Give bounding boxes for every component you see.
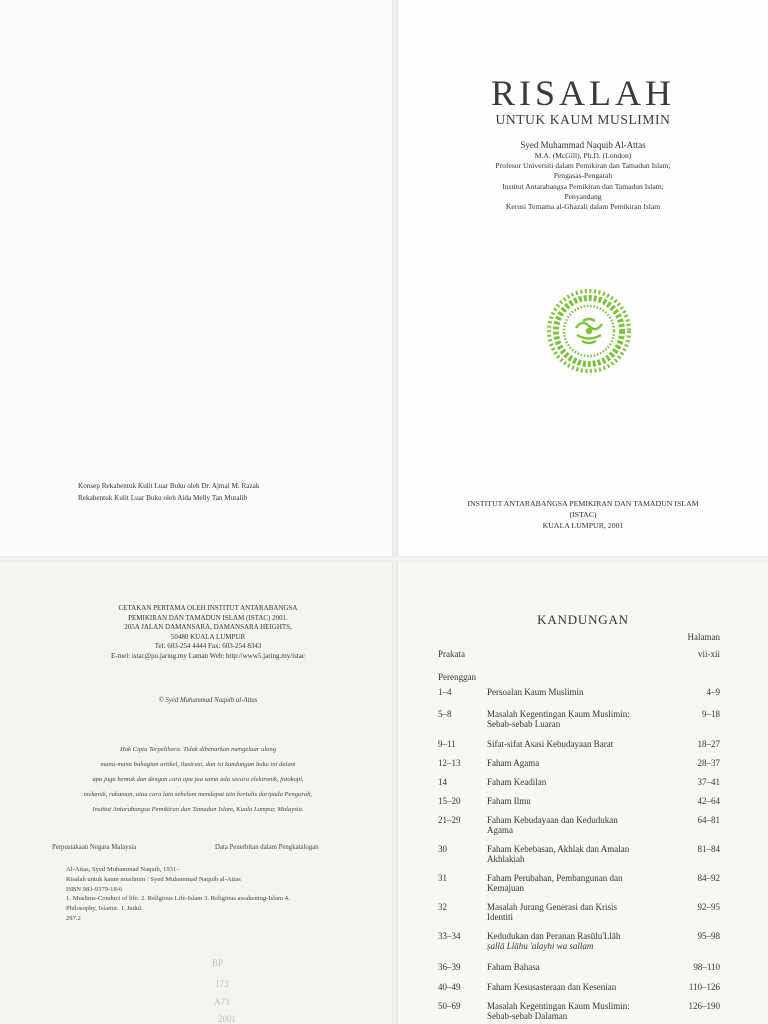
toc-section: 36–39 bbox=[438, 962, 461, 972]
toc-pages: 42–64 bbox=[697, 796, 720, 806]
copyright-notice: © Syed Muhammad Naquib al-Attas bbox=[158, 697, 258, 704]
publisher-line: INSTITUT ANTARABANGSA PEMIKIRAN DAN TAMADUN ISLAM bbox=[467, 499, 699, 508]
margin-note: BP bbox=[212, 958, 224, 968]
toc-label: Perenggan bbox=[438, 672, 476, 682]
toc-section: 1–4 bbox=[438, 687, 452, 697]
margin-note: 173 bbox=[215, 979, 229, 989]
toc-pages: 18–27 bbox=[697, 739, 720, 749]
catalog-line: Philosophy, Islamic. I. Judul. bbox=[66, 905, 143, 913]
credential-line: M.A. (McGill), Ph.D. (London) bbox=[534, 151, 632, 160]
imprint-line: Tel: 603-254 4444 Fax: 603-254 8343 bbox=[154, 642, 262, 651]
rights-line: mana-mana bahagian artikel, ilustrasi, dan isi kandungan buku ini dalam bbox=[100, 761, 296, 768]
catalog-line: ISBN 983-9379-18-6 bbox=[66, 885, 123, 893]
toc-title: Faham Kebudayaan dan Kedudukan Agama bbox=[487, 815, 618, 836]
credential-line: Pengasas-Pengarah bbox=[553, 171, 613, 181]
rights-line: mekanik, rakaman, atau cara lain sebelum mendapat izin bertulis daripada Pengarah, bbox=[83, 791, 313, 798]
toc-title: Faham Ilmu bbox=[487, 796, 531, 806]
toc-section: 15–20 bbox=[438, 796, 461, 806]
imprint-line: 50480 KUALA LUMPUR bbox=[170, 632, 246, 641]
imprint-page bbox=[0, 562, 392, 1024]
toc-pages: 92–95 bbox=[697, 902, 720, 912]
title-page bbox=[398, 0, 768, 556]
catalog-line: Risalah untuk kaum muslimin / Syed Muhammad Naquib al-Attas bbox=[66, 875, 241, 883]
toc-section: 21–29 bbox=[438, 815, 461, 825]
toc-title: Sifat-sifat Asasi Kebudayaan Barat bbox=[487, 739, 614, 749]
toc-title: Masalah Kegentingan Kaum Muslimin: Sebab-sebab Luaran bbox=[487, 709, 630, 730]
contents-title: KANDUNGAN bbox=[537, 612, 629, 627]
toc-title: Masalah Kegentingan Kaum Muslimin: Sebab-sebab Dalaman bbox=[487, 1001, 630, 1022]
catalog-heading: Data Penerbitan dalam Pengkatalogan bbox=[215, 844, 319, 851]
imprint-line: 205A JALAN DAMANSARA, DAMANSARA HEIGHTS, bbox=[124, 623, 292, 632]
credits-page bbox=[0, 0, 392, 556]
margin-note: 2001 bbox=[218, 1014, 236, 1024]
book-subtitle: UNTUK KAUM MUSLIMIN bbox=[495, 112, 671, 127]
toc-title: Persoalan Kaum Muslimin bbox=[487, 687, 584, 697]
publisher-line: KUALA LUMPUR, 2001 bbox=[542, 521, 624, 530]
credential-line: Kerusi Ternama al-Ghazali dalam Pemikiran Islam bbox=[505, 202, 661, 212]
toc-pages: 84–92 bbox=[697, 873, 720, 883]
credential-line: Profesor Universiti dalam Pemikiran dan Tamadun Islam; bbox=[495, 161, 671, 171]
toc-title: Masalah Jurang Generasi dan Krisis Identiti bbox=[487, 902, 617, 923]
toc-title: Faham Bahasa bbox=[487, 962, 540, 972]
toc-section: 32 bbox=[438, 902, 447, 912]
toc-title: Faham Agama bbox=[487, 758, 540, 768]
credit-line: Rekabentuk Kulit Luar Buku oleh Aida Melly Tan Mutalib bbox=[78, 494, 248, 502]
cover-credits bbox=[78, 480, 259, 504]
calligraphy-emblem-icon bbox=[546, 288, 632, 374]
toc-section: 5–8 bbox=[438, 709, 452, 719]
toc-pages: 110–126 bbox=[688, 982, 720, 992]
toc-title: Faham Kebebasan, Akhlak dan Amalan Akhlakiah bbox=[487, 844, 630, 865]
book-title: RISALAH bbox=[490, 73, 675, 113]
catalog-entry bbox=[66, 865, 290, 924]
rights-line: Hak Cipta Terpelihara. Tidak dibenarkan mengeluar ulang bbox=[120, 746, 276, 753]
toc-pages: 37–41 bbox=[697, 777, 720, 787]
rights-line: Institut Antarabangsa Pemikiran dan Tamadun Islam, Kuala Lumpur, Malaysia. bbox=[92, 806, 304, 813]
catalog-line: Al-Attas, Syed Muhammad Naquib, 1931– bbox=[66, 866, 180, 873]
toc-pages: 4–9 bbox=[706, 687, 720, 697]
toc-section: 33–34 bbox=[438, 931, 461, 941]
page-column-label: Halaman bbox=[687, 632, 720, 642]
imprint-line: PEMIKIRAN DAN TAMADUN ISLAM (ISTAC) 2001. bbox=[128, 613, 288, 622]
imprint-line: CETAKAN PERTAMA OLEH INSTITUT ANTARABANGSA bbox=[118, 604, 298, 612]
rights-line: apa juga bentuk dan dengan cara apa jua sama ada secara elektronik, fotokopi, bbox=[92, 776, 304, 783]
imprint-line: E-mel: istac@po.jaring.my Laman Web: http://www5.jaring.my/istac bbox=[111, 651, 305, 660]
toc-section: 31 bbox=[438, 873, 447, 883]
toc-pages: 9–18 bbox=[702, 709, 720, 719]
catalog-line: 1. Muslims-Conduct of life. 2. Religious Life-Islam 3. Religious awakening-Islam 4. bbox=[66, 895, 290, 903]
toc-section: 12–13 bbox=[438, 758, 461, 768]
rights-notice bbox=[18, 742, 378, 817]
credential-line: Penyandang bbox=[564, 191, 602, 201]
publisher-line: (ISTAC) bbox=[569, 510, 597, 519]
toc-title: Faham Keadilan bbox=[487, 777, 547, 787]
catalog-line: 297.2 bbox=[66, 914, 81, 922]
imprint-block bbox=[48, 604, 368, 662]
catalog-library: Perpustakaan Negara Malaysia bbox=[52, 844, 137, 851]
credit-line: Konsep Rekabentuk Kulit Luar Buku oleh Dr. Ajmal M. Razak bbox=[78, 482, 260, 490]
toc-title: Faham Kesusasteraan dan Kesenian bbox=[487, 982, 617, 992]
toc-section: 30 bbox=[438, 844, 447, 854]
contents-page bbox=[398, 562, 768, 1024]
toc-label: Prakata bbox=[438, 649, 465, 659]
toc-pages: 95–98 bbox=[697, 931, 720, 941]
publisher-block bbox=[398, 498, 768, 531]
toc-section: 40–49 bbox=[438, 982, 461, 992]
author-name: Syed Muhammad Naquib Al-Attas bbox=[520, 140, 646, 150]
author-block bbox=[398, 139, 768, 212]
credential-line: Institut Antarabangsa Pemikiran dan Tamadun Islam; bbox=[502, 181, 664, 191]
margin-note: A73 bbox=[214, 997, 230, 1007]
toc-pages: vii-xii bbox=[698, 649, 720, 659]
toc-pages: 81–84 bbox=[697, 844, 720, 854]
toc-section: 9–11 bbox=[438, 739, 456, 749]
toc-pages: 126–190 bbox=[688, 1001, 720, 1011]
toc-title: Faham Perubahan, Pembangunan dan Kemajuan bbox=[487, 873, 623, 894]
toc-pages: 98–110 bbox=[693, 962, 720, 972]
toc-title: Kedudukan dan Peranan Rasūlu'Llāh ṣallā Llāhu 'alayhi wa sallam bbox=[487, 931, 621, 952]
toc-pages: 28–37 bbox=[697, 758, 720, 768]
toc-section: 50–69 bbox=[438, 1001, 461, 1011]
toc-pages: 64–81 bbox=[697, 815, 720, 825]
toc-section: 14 bbox=[438, 777, 447, 787]
